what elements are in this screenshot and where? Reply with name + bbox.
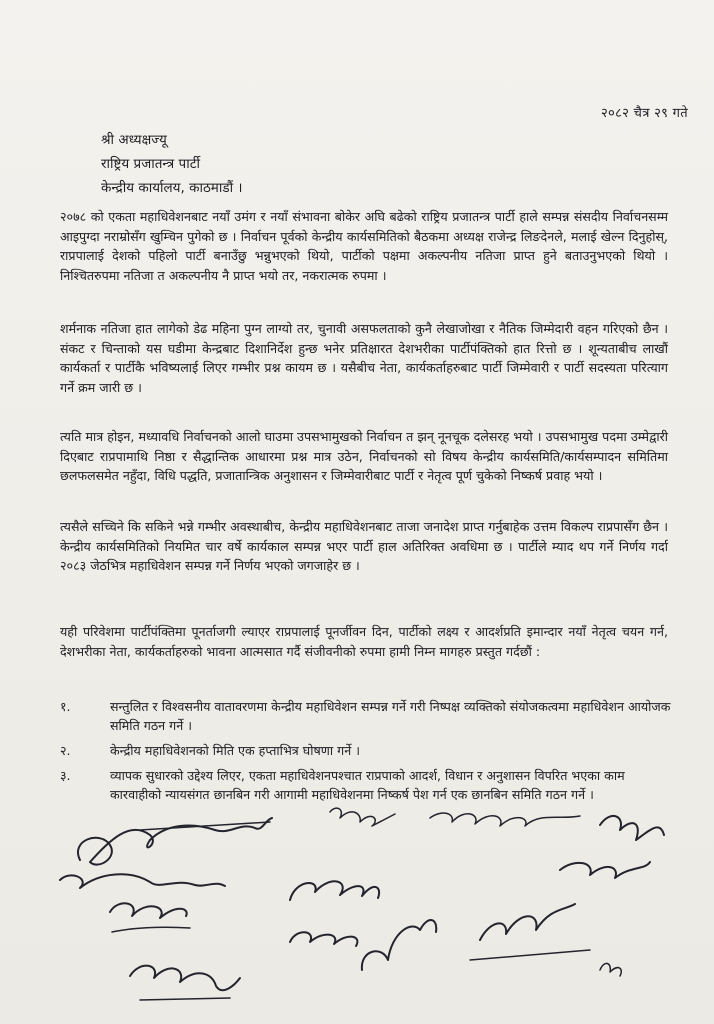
demand-text: सन्तुलित र विश्वसनीय वातावरणमा केन्द्रीय महाधिवेशन सम्पन्न गर्ने गरी निष्पक्ष व्यक्तिको संयोजकत्वमा महाधिवेशन आयोजक समिति गठन गर्ने । [110,699,671,733]
signature-stroke [600,963,621,976]
recipient-line: श्री अध्यक्षज्यू [101,132,167,148]
demand-text: केन्द्रीय महाधिवेशनको मिति एक हप्ताभित्र घोषणा गर्ने । [110,743,360,758]
signature-stroke [130,966,240,991]
demand-number: ३. [60,768,71,783]
recipient-line: केन्द्रीय कार्यालय, काठमाडौं । [101,180,243,196]
letter-date: २०८२ चैत्र २९ गते [600,106,688,121]
signature-stroke [60,874,225,888]
signature-stroke [480,904,575,940]
demand-item [60,697,672,735]
demand-text: व्यापक सुधारको उद्देश्य लिएर, एकता महाधिवेशनपश्चात राप्रपाको आदर्श, विधान र अनुशासन विपरित भएका काम कारवाहीको न्यायसंगत छानबिन गरी आगामी महाधिवेशनमा निष्कर्ष पेश गर्न एक छानबिन समिति गठन गर्ने । [110,768,625,802]
signature-stroke [330,808,395,826]
signature-stroke [362,920,436,970]
handwritten-signatures-icon [0,800,714,1024]
signature-stroke [600,816,664,840]
signature-stroke [112,927,190,932]
signature-stroke [290,932,357,946]
body-paragraph: २०७८ को एकता महाधिवेशनबाट नयाँ उमंग र नयाँ संभावना बोकेर अघि बढेको राष्ट्रिय प्रजातन्त्र पार्टी हाले सम्पन्न संसदीय निर्वाचनसम्म आइपुग्दा नराम्रोसँग खुम्चिन पुगेको छ । निर्वाचन पूर्वको केन्द्रीय कार्यसमितिको बैठकमा अध्यक्ष राजेन्द्र लिङदेनले, मलाई खेल्न दिनुहोस्, राप्रपालाई देशको पहिलो पार्टी बनाउँछु भन्नुभएको थियो, पार्टीको पक्षमा अकल्पनीय नतिजा प्राप्त हुने बताउनुभएको थियो । निश्चितरुपमा नतिजा त अकल्पनीय नै प्राप्त भयो तर, नकरात्मक रुपमा । [60,209,668,283]
signature-stroke [470,950,590,960]
demands-list [60,697,672,810]
signature-stroke [110,903,187,918]
body-paragraph: यही परिवेशमा पार्टीपंक्तिमा पूनर्ताजगी ल्याएर राप्रपालाई पूनर्जीवन दिन, पार्टीको लक्ष्य र आदर्शप्रति इमान्दार नयाँ नेतृत्व चयन गर्न, देशभरीका नेता, कार्यकर्ताहरुको भावना आत्मसात गर्दै संजीवनीको रुपमा हामी निम्न मागहरु प्रस्तुत गर्दछौं : [60,624,668,659]
recipient-line: राष्ट्रिय प्रजातन्त्र पार्टी [101,156,201,172]
body-paragraph: त्यति मात्र होइन, मध्यावधि निर्वाचनको आलो घाउमा उपसभामुखको निर्वाचन त झन् नूनचूक दलेसरह भयो । उपसभामुख पदमा उम्मेद्वारी दिएबाट राप्रपामाथि निष्ठा र सैद्धान्तिक आधारमा प्रश्न मात्र उठेन, निर्वाचनको सो विषय केन्द्रीय कार्यसमिति/कार्यसम्पादन समितिमा छलफलसमेत नहुँदा, विधि पद्धति, प्रजातान्त्रिक अनुशासन र जिम्मेवारीबाट पार्टी र नेतृत्व पूर्ण चुकेको निष्कर्ष प्रवाह भयो । [60,429,668,483]
signature-stroke [140,998,230,1000]
body-paragraph: शर्मनाक नतिजा हात लागेको डेढ महिना पुग्न लाग्यो तर, चुनावी असफलताको कुनै लेखाजोखा र नैतिक जिम्मेदारी वहन गरिएको छैन । संकट र चिन्ताको यस घडीमा केन्द्रबाट दिशानिर्देश हुन्छ भनेर प्रतिक्षारत देशभरीका पार्टीपंक्तिको हात रित्तो छ । शून्यताबीच लाखौं कार्यकर्ता र पार्टीकै भविष्यलाई लिएर गम्भीर प्रश्न कायम छ । यसैबीच नेता, कार्यकर्ताहरुबाट पार्टी जिम्मेवारी र पार्टी सदस्यता परित्याग गर्ने क्रम जारी छ । [60,321,668,395]
demand-item [60,741,672,760]
recipient-block [101,128,243,200]
signature-stroke [560,862,650,878]
demand-item [60,766,672,804]
body-paragraph: त्यसैले सच्चिने कि सकिने भन्ने गम्भीर अवस्थाबीच, केन्द्रीय महाधिवेशनबाट ताजा जनादेश प्राप्त गर्नुबाहेक उत्तम विकल्प राप्रपासँग छैन । केन्द्रीय कार्यसमितिको नियमित चार वर्षे कार्यकाल सम्पन्न भएर पार्टी हाल अतिरिक्त अवधिमा छ । पार्टीले म्याद थप गर्ने निर्णय गर्दा २०८३ जेठभित्र महाधिवेशन सम्पन्न गर्ने निर्णय भएको जगजाहेर छ । [60,519,668,573]
demand-number: १. [60,699,71,714]
signature-stroke [430,813,580,826]
signature-stroke [290,881,379,900]
signatures-area [0,800,714,1024]
demand-number: २. [60,743,71,758]
signature-stroke [78,818,272,865]
